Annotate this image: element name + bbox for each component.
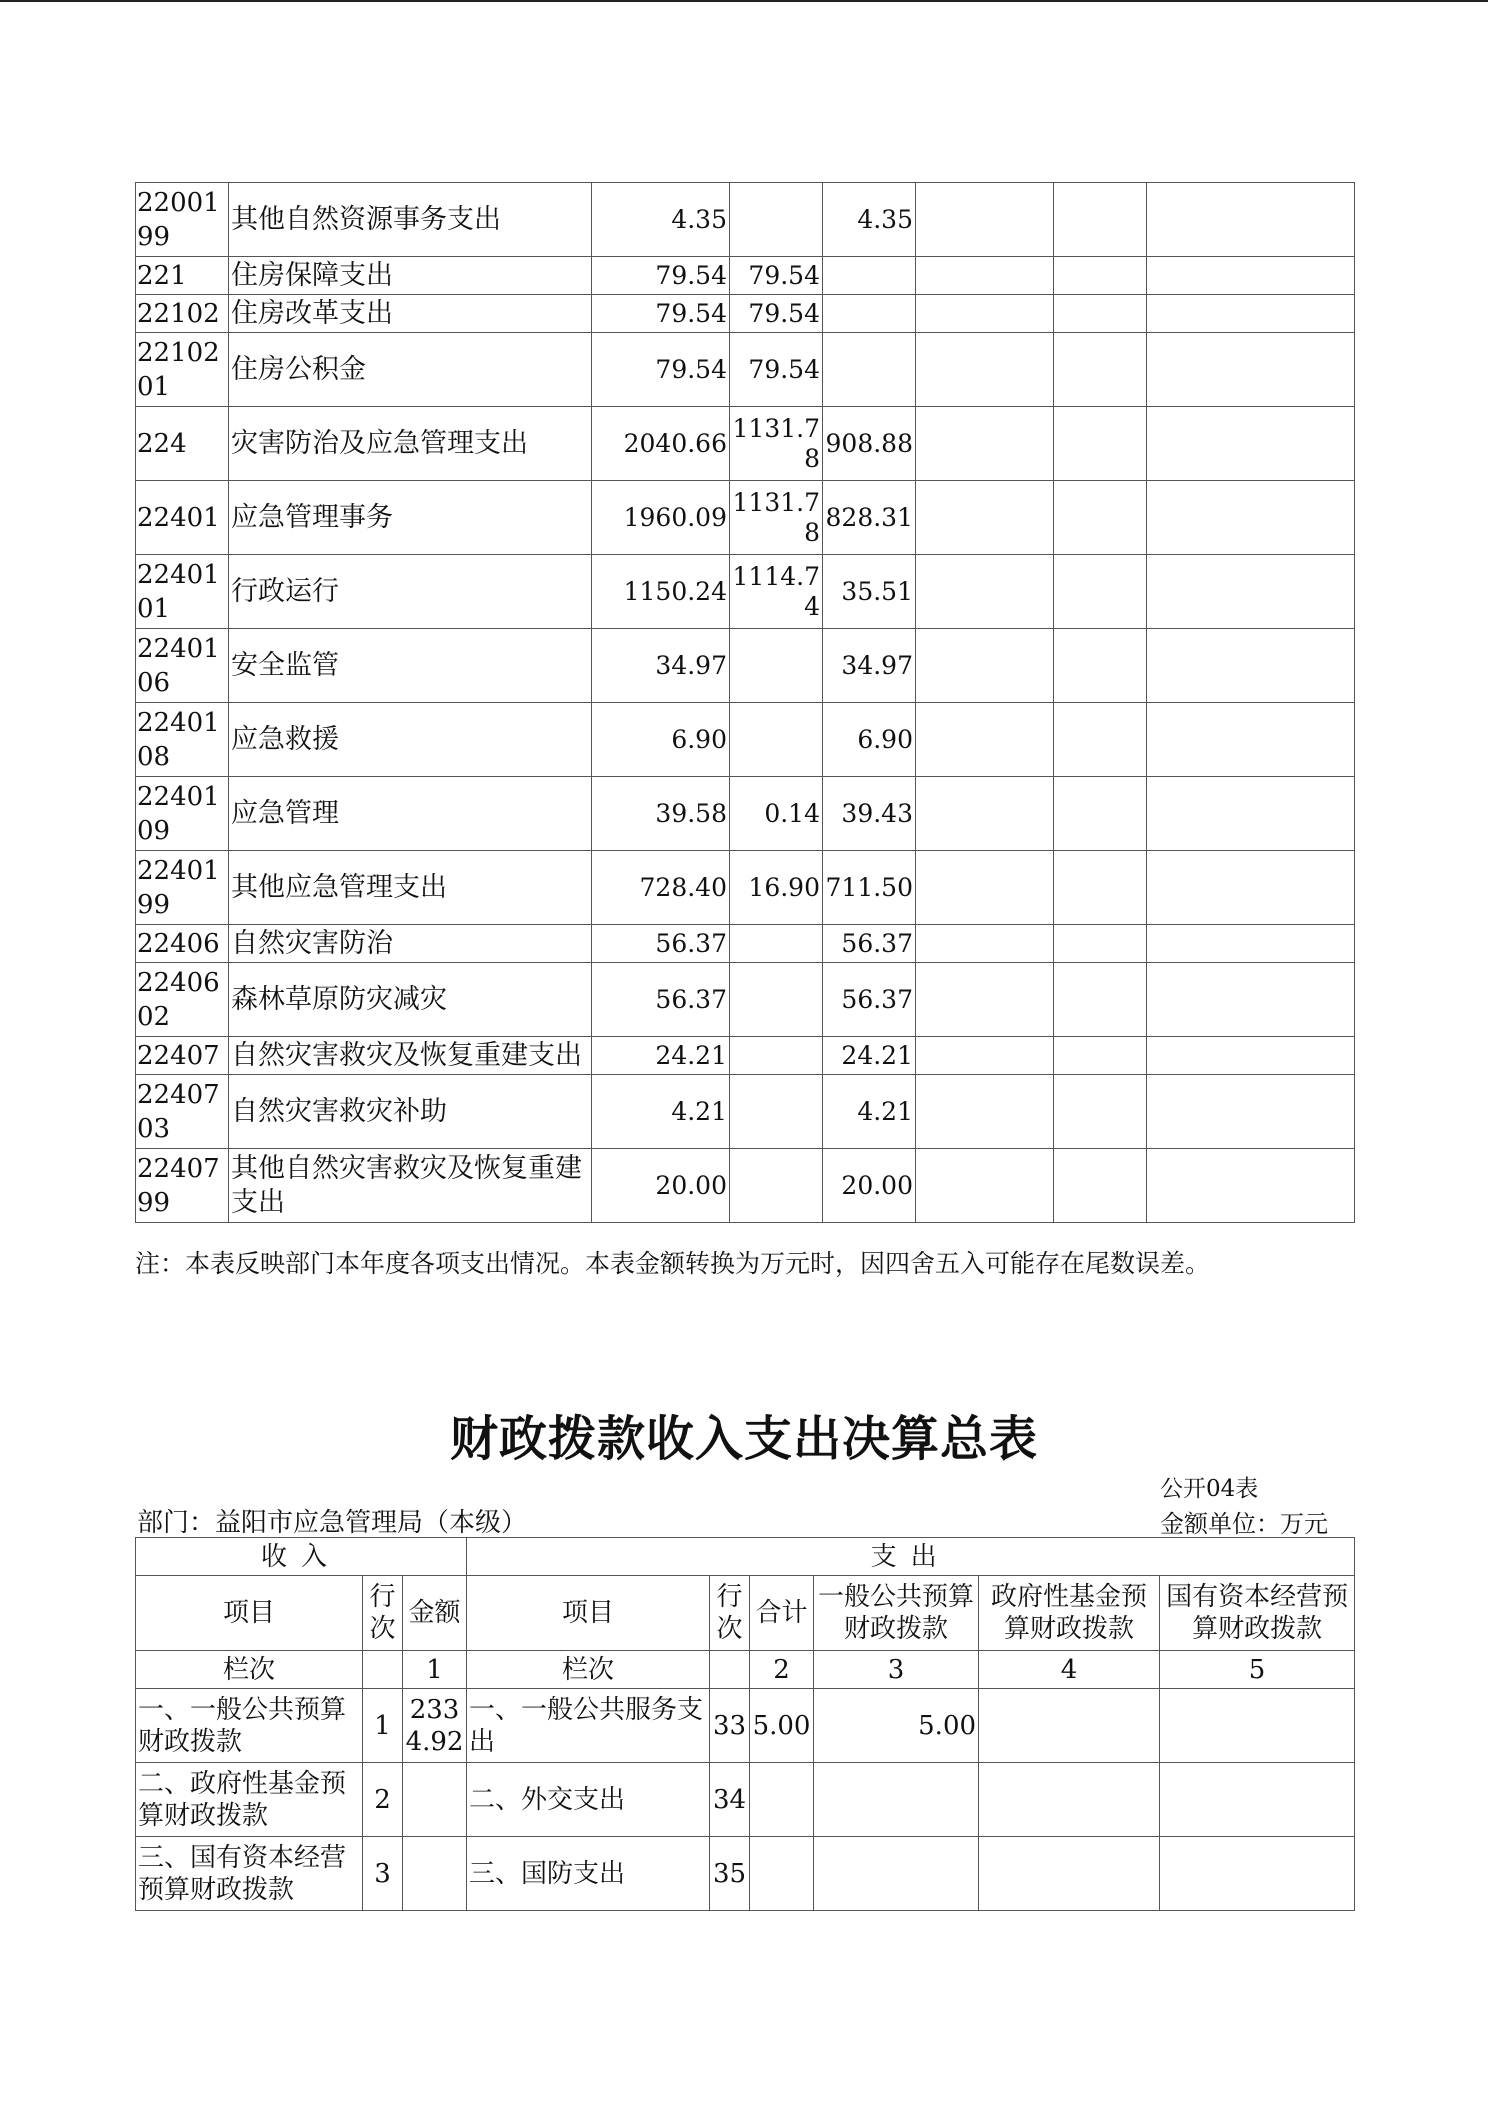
basic-expense: 1131.78 (730, 407, 823, 481)
item-name: 安全监管 (229, 629, 592, 703)
empty-cell (1147, 1037, 1355, 1075)
expense-item: 二、外交支出 (467, 1763, 710, 1837)
function-code: 2210201 (136, 333, 229, 407)
column-number: 1 (403, 1651, 467, 1689)
empty-cell (916, 333, 1054, 407)
table-row (136, 1837, 1355, 1911)
empty-cell (1054, 963, 1147, 1037)
total-amount: 1960.09 (592, 481, 730, 555)
item-name: 自然灾害救灾及恢复重建支出 (229, 1037, 592, 1075)
item-name: 自然灾害救灾补助 (229, 1075, 592, 1149)
expense-item-header: 项目 (467, 1576, 710, 1651)
empty-cell (1147, 1075, 1355, 1149)
income-column-label: 栏次 (136, 1651, 363, 1689)
project-expense: 34.97 (823, 629, 916, 703)
department-label: 部门：益阳市应急管理局（本级） (137, 1508, 528, 1538)
state-capital-header: 国有资本经营预算财政拨款 (1160, 1576, 1355, 1651)
empty-cell (916, 963, 1054, 1037)
empty-cell (916, 407, 1054, 481)
summary-table (135, 1537, 1355, 1911)
basic-expense (730, 1149, 823, 1223)
table-row (136, 963, 1355, 1037)
function-code: 221 (136, 257, 229, 295)
empty-cell (1147, 777, 1355, 851)
amount-unit: 金额单位：万元 (1160, 1510, 1328, 1538)
basic-expense: 16.90 (730, 851, 823, 925)
function-code: 2240799 (136, 1149, 229, 1223)
income-line: 3 (363, 1837, 403, 1911)
empty-cell (1147, 629, 1355, 703)
empty-cell (1054, 407, 1147, 481)
income-amount (403, 1763, 467, 1837)
project-expense: 20.00 (823, 1149, 916, 1223)
project-expense (823, 333, 916, 407)
empty-cell (1054, 1075, 1147, 1149)
table-row (136, 851, 1355, 925)
item-name: 应急管理 (229, 777, 592, 851)
empty-cell (1147, 481, 1355, 555)
column-number: 5 (1160, 1651, 1355, 1689)
table-row (136, 183, 1355, 257)
function-code: 224 (136, 407, 229, 481)
total-amount: 34.97 (592, 629, 730, 703)
general-budget-amount: 5.00 (814, 1689, 979, 1763)
gov-fund-amount (979, 1837, 1160, 1911)
total-amount: 20.00 (592, 1149, 730, 1223)
total-amount: 728.40 (592, 851, 730, 925)
project-expense: 4.21 (823, 1075, 916, 1149)
project-expense: 828.31 (823, 481, 916, 555)
function-code: 22406 (136, 925, 229, 963)
basic-expense: 79.54 (730, 295, 823, 333)
function-code: 2240602 (136, 963, 229, 1037)
empty-cell (916, 183, 1054, 257)
table-note: 注：本表反映部门本年度各项支出情况。本表金额转换为万元时，因四舍五入可能存在尾数误差。 (135, 1249, 1211, 1278)
empty-cell (1054, 295, 1147, 333)
empty-cell (1147, 555, 1355, 629)
empty-cell (916, 295, 1054, 333)
item-name: 其他自然灾害救灾及恢复重建支出 (229, 1149, 592, 1223)
total-amount: 79.54 (592, 295, 730, 333)
total-amount: 24.21 (592, 1037, 730, 1075)
project-expense: 6.90 (823, 703, 916, 777)
expense-line: 33 (710, 1689, 750, 1763)
function-code: 2240199 (136, 851, 229, 925)
total-amount: 4.35 (592, 183, 730, 257)
basic-expense (730, 703, 823, 777)
basic-expense: 1131.78 (730, 481, 823, 555)
empty-cell (1054, 257, 1147, 295)
income-item: 二、政府性基金预算财政拨款 (136, 1763, 363, 1837)
table-row (136, 333, 1355, 407)
empty-cell (1054, 1149, 1147, 1223)
expense-section-header: 支出 (467, 1538, 1355, 1576)
function-code: 22401 (136, 481, 229, 555)
basic-expense: 0.14 (730, 777, 823, 851)
function-code: 22102 (136, 295, 229, 333)
empty-cell (1147, 257, 1355, 295)
empty-cell (916, 777, 1054, 851)
total-amount: 79.54 (592, 257, 730, 295)
empty-cell (1147, 183, 1355, 257)
empty-cell (1147, 703, 1355, 777)
table-row (136, 1763, 1355, 1837)
project-expense: 56.37 (823, 963, 916, 1037)
item-name: 住房保障支出 (229, 257, 592, 295)
basic-expense (730, 925, 823, 963)
empty-cell (916, 1037, 1054, 1075)
empty-cell (1147, 1149, 1355, 1223)
income-item-header: 项目 (136, 1576, 363, 1651)
table-row (136, 703, 1355, 777)
total-amount: 2040.66 (592, 407, 730, 481)
empty-cell (1054, 183, 1147, 257)
expense-total (750, 1763, 814, 1837)
state-capital-amount (1160, 1837, 1355, 1911)
empty-cell (916, 703, 1054, 777)
function-code: 2240703 (136, 1075, 229, 1149)
income-amount (403, 1837, 467, 1911)
expense-column-label: 栏次 (467, 1651, 710, 1689)
basic-expense: 79.54 (730, 333, 823, 407)
function-code: 2240108 (136, 703, 229, 777)
total-amount: 79.54 (592, 333, 730, 407)
empty-cell (1054, 481, 1147, 555)
column-number: 3 (814, 1651, 979, 1689)
function-code: 22407 (136, 1037, 229, 1075)
empty-cell (1054, 555, 1147, 629)
expense-line: 34 (710, 1763, 750, 1837)
basic-expense (730, 963, 823, 1037)
income-amount-header: 金额 (403, 1576, 467, 1651)
empty-cell (1054, 629, 1147, 703)
table-row (136, 629, 1355, 703)
empty-cell (363, 1651, 403, 1689)
project-expense: 56.37 (823, 925, 916, 963)
basic-expense (730, 1037, 823, 1075)
project-expense: 711.50 (823, 851, 916, 925)
table-row (136, 481, 1355, 555)
empty-cell (1054, 1037, 1147, 1075)
expense-line: 35 (710, 1837, 750, 1911)
income-item: 三、国有资本经营预算财政拨款 (136, 1837, 363, 1911)
project-expense: 4.35 (823, 183, 916, 257)
empty-cell (916, 1149, 1054, 1223)
table-row (136, 1075, 1355, 1149)
basic-expense (730, 629, 823, 703)
function-code: 2240106 (136, 629, 229, 703)
page-title: 财政拨款收入支出决算总表 (449, 1411, 1038, 1467)
expense-total: 5.00 (750, 1689, 814, 1763)
basic-expense: 79.54 (730, 257, 823, 295)
project-expense (823, 257, 916, 295)
income-amount: 2334.92 (403, 1689, 467, 1763)
project-expense: 908.88 (823, 407, 916, 481)
income-item: 一、一般公共预算财政拨款 (136, 1689, 363, 1763)
total-amount: 1150.24 (592, 555, 730, 629)
column-number: 4 (979, 1651, 1160, 1689)
empty-cell (916, 555, 1054, 629)
table-row (136, 295, 1355, 333)
function-code: 2240109 (136, 777, 229, 851)
item-name: 自然灾害防治 (229, 925, 592, 963)
total-amount: 4.21 (592, 1075, 730, 1149)
empty-cell (916, 257, 1054, 295)
expense-line-header: 行次 (710, 1576, 750, 1651)
item-name: 灾害防治及应急管理支出 (229, 407, 592, 481)
table-row (136, 1689, 1355, 1763)
empty-cell (1054, 851, 1147, 925)
item-name: 住房改革支出 (229, 295, 592, 333)
empty-cell (1147, 407, 1355, 481)
empty-cell (1147, 925, 1355, 963)
table-row (136, 1149, 1355, 1223)
column-number: 2 (750, 1651, 814, 1689)
general-budget-amount (814, 1837, 979, 1911)
empty-cell (1147, 295, 1355, 333)
gov-fund-amount (979, 1763, 1160, 1837)
state-capital-amount (1160, 1689, 1355, 1763)
empty-cell (1147, 333, 1355, 407)
expense-item: 一、一般公共服务支出 (467, 1689, 710, 1763)
basic-expense (730, 183, 823, 257)
empty-cell (1054, 333, 1147, 407)
table-row (136, 777, 1355, 851)
item-name: 住房公积金 (229, 333, 592, 407)
empty-cell (1054, 703, 1147, 777)
general-budget-amount (814, 1763, 979, 1837)
gov-fund-amount (979, 1689, 1160, 1763)
table-row (136, 555, 1355, 629)
basic-expense (730, 1075, 823, 1149)
item-name: 其他应急管理支出 (229, 851, 592, 925)
empty-cell (1054, 925, 1147, 963)
item-name: 应急管理事务 (229, 481, 592, 555)
table-row (136, 925, 1355, 963)
general-budget-header: 一般公共预算财政拨款 (814, 1576, 979, 1651)
empty-cell (1054, 777, 1147, 851)
table-row (136, 257, 1355, 295)
state-capital-amount (1160, 1763, 1355, 1837)
total-amount: 39.58 (592, 777, 730, 851)
empty-cell (1147, 963, 1355, 1037)
table-row (136, 407, 1355, 481)
empty-cell (1147, 851, 1355, 925)
table-row (136, 1037, 1355, 1075)
item-name: 其他自然资源事务支出 (229, 183, 592, 257)
gov-fund-header: 政府性基金预算财政拨款 (979, 1576, 1160, 1651)
expenditure-table (135, 182, 1355, 1223)
income-line-header: 行次 (363, 1576, 403, 1651)
expense-item: 三、国防支出 (467, 1837, 710, 1911)
item-name: 森林草原防灾减灾 (229, 963, 592, 1037)
total-amount: 56.37 (592, 925, 730, 963)
empty-cell (916, 629, 1054, 703)
function-code: 2200199 (136, 183, 229, 257)
item-name: 行政运行 (229, 555, 592, 629)
project-expense: 24.21 (823, 1037, 916, 1075)
income-line: 2 (363, 1763, 403, 1837)
total-header: 合计 (750, 1576, 814, 1651)
project-expense (823, 295, 916, 333)
empty-cell (916, 925, 1054, 963)
item-name: 应急救援 (229, 703, 592, 777)
empty-cell (916, 481, 1054, 555)
empty-cell (916, 851, 1054, 925)
expense-total (750, 1837, 814, 1911)
form-number: 公开04表 (1160, 1476, 1259, 1502)
income-line: 1 (363, 1689, 403, 1763)
function-code: 2240101 (136, 555, 229, 629)
empty-cell (710, 1651, 750, 1689)
total-amount: 6.90 (592, 703, 730, 777)
income-section-header: 收入 (136, 1538, 467, 1576)
basic-expense: 1114.74 (730, 555, 823, 629)
project-expense: 35.51 (823, 555, 916, 629)
total-amount: 56.37 (592, 963, 730, 1037)
empty-cell (916, 1075, 1054, 1149)
project-expense: 39.43 (823, 777, 916, 851)
